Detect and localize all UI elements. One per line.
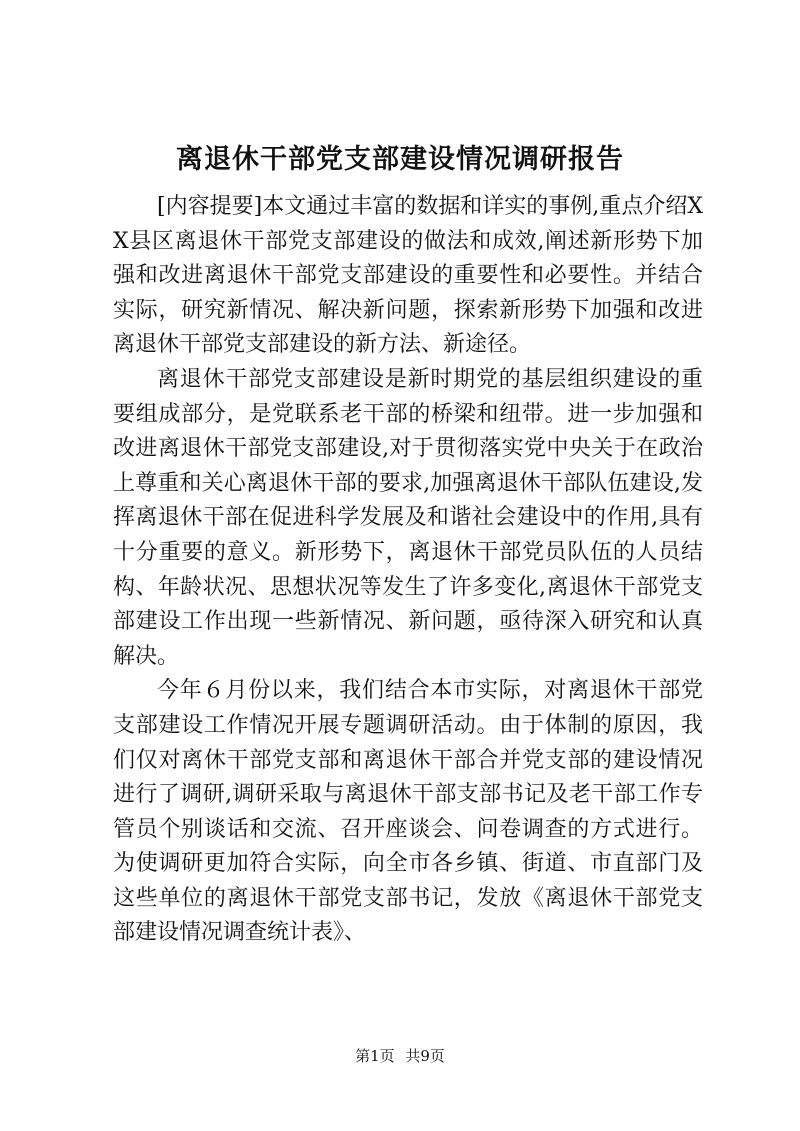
- document-title: 离退休干部党支部建设情况调研报告: [176, 144, 624, 175]
- paragraph-intro: 离退休干部党支部建设是新时期党的基层组织建设的重要组成部分，是党联系老干部的桥梁和纽带。进一步加强和改进离退休干部党支部建设,对于贯彻落实党中央关于在政治上尊重和关心离退休干部的要求,加强离退休干部队伍建设,发挥离退休干部在促进科学发展及和谐社会建设中的作用,具有十分重要的意义。新形势下，离退休干部党员队伍的人员结构、年龄状况、思想状况等发生了许多变化,离退休干部党支部建设工作出现一些新情况、新问题，亟待深入研究和认真解决。: [113, 366, 703, 669]
- page-total: 共9页: [405, 1047, 445, 1065]
- document-body: [113, 190, 703, 951]
- page-number: 第1页: [355, 1047, 395, 1065]
- page-footer: [0, 1046, 800, 1066]
- paragraph-abstract: [内容提要]本文通过丰富的数据和详实的事例,重点介绍XX县区离退休干部党支部建设的做法和成效,阐述新形势下加强和改进离退休干部党支部建设的重要性和必要性。并结合实际，研究新情况、解决新问题，探索新形势下加强和改进离退休干部党支部建设的新方法、新途径。: [113, 194, 703, 358]
- paragraph-method: 今年６月份以来，我们结合本市实际，对离退休干部党支部建设工作情况开展专题调研活动。由于体制的原因，我们仅对离休干部党支部和离退休干部合并党支部的建设情况进行了调研,调研采取与离退休干部支部书记及老干部工作专管员个别谈话和交流、召开座谈会、问卷调查的方式进行。为使调研更加符合实际，向全市各乡镇、街道、市直部门及这些单位的离退休干部党支部书记，发放《离退休干部党支部建设情况调查统计表》、: [113, 678, 703, 946]
